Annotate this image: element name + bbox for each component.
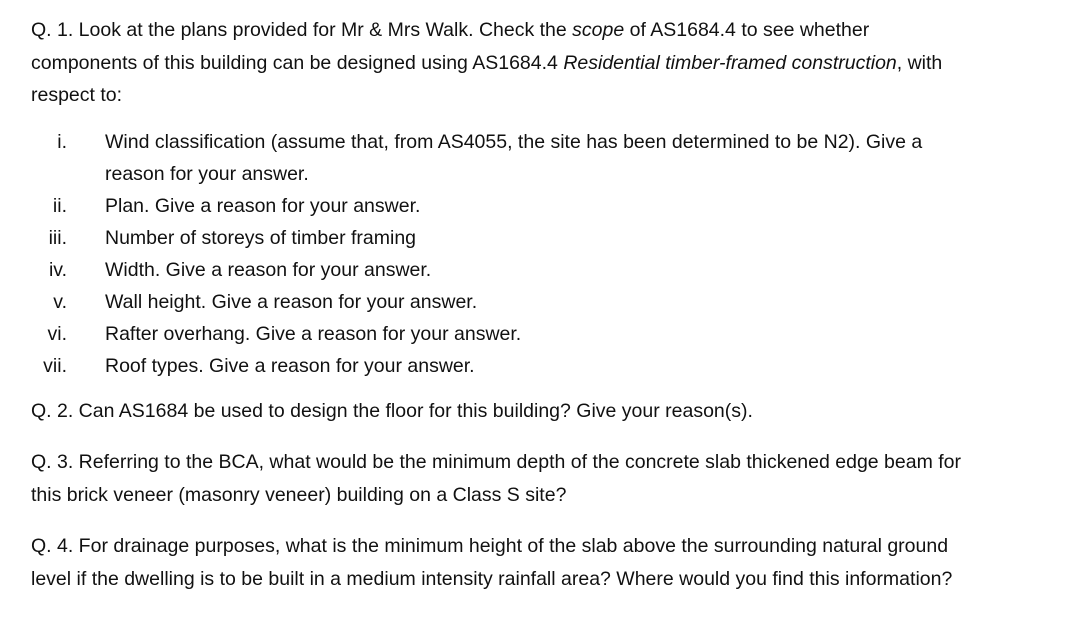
question-4: Q. 4. For drainage purposes, what is the minimum height of the slab above the surrounding natural ground level if the dwelling is to be built in a medium intensity rainfall area? Where would you find this information? [31,535,953,590]
scope-emphasis: scope [572,19,625,41]
list-item [31,222,965,254]
list-item-text: Number of storeys of timber framing [105,226,417,249]
list-item [31,286,965,318]
question-1-intro-text-b: of AS1684.4 to see whether components of this building can be designed using AS1684.4 [31,19,870,74]
list-item-text: Width. Give a reason for your answer. [105,258,432,281]
list-item-number: iii. [48,226,67,249]
question-1-intro [31,14,966,112]
list-item-number: v. [53,290,67,313]
list-item-text: Wind classification (assume that, from AS4055, the site has been determined to be N2). Give a reason for your answer. [105,130,923,185]
standard-title-emphasis: Residential timber-framed construction [563,51,897,74]
question-1-intro-text-c: , with respect to: [31,51,943,106]
question-1-list [31,126,1071,382]
question-3: Q. 3. Referring to the BCA, what would be the minimum depth of the concrete slab thickened edge beam for this brick veneer (masonry veneer) building on a Class S site? [31,451,962,506]
question-1-intro-text-a: Q. 1. Look at the plans provided for Mr & Mrs Walk. Check the [31,19,573,41]
document-page [31,14,1071,595]
list-item [31,318,965,350]
list-item-number: vi. [47,322,67,345]
list-item-text: Rafter overhang. Give a reason for your answer. [105,322,522,345]
list-item-number: i. [57,130,67,153]
list-item-number: vii. [43,354,67,377]
question-2: Q. 2. Can AS1684 be used to design the floor for this building? Give your reason(s). [31,399,753,422]
list-item [31,126,965,190]
list-item-text: Roof types. Give a reason for your answer. [105,354,475,377]
list-item-number: ii. [52,194,67,217]
list-item-number: iv. [48,258,67,281]
list-item [31,350,965,382]
list-item [31,254,965,286]
list-item-text: Plan. Give a reason for your answer. [105,194,421,217]
list-item [31,190,965,222]
list-item-text: Wall height. Give a reason for your answer. [105,290,478,313]
